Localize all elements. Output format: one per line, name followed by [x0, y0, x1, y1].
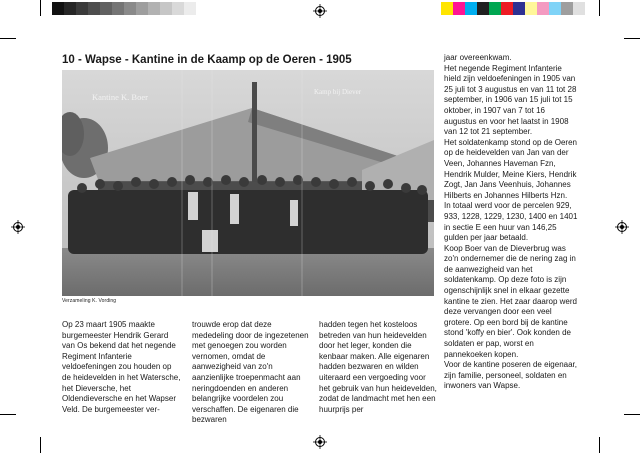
gray-swatch [124, 2, 136, 15]
gray-swatch [88, 2, 100, 15]
color-swatch [561, 2, 573, 15]
crop-mark [40, 437, 41, 453]
text-column-1: Op 23 maart 1905 maakte burgemeester Hendrik Gerard van Os bekend dat het negende Regiment Infanterie veldoefeningen zou houden op de heidevelden in het Watersche, het Dieversche, het Oldendieversche en het Wapser Veld. De burgemeester ver- [62, 320, 181, 414]
registration-mark-icon [11, 220, 25, 234]
gray-swatch [52, 2, 64, 15]
color-calibration-bar [441, 2, 585, 15]
text-column-3: hadden tegen het kosteloos betreden van hun heidevelden door het leger, konden die kenbaar maken. Alle eigenaren hadden bezwaren en wilden uiteraard een vergoeding voor het gebruik van hun heidevelden, zodat de landmacht met hen een huurprijs per [319, 320, 437, 414]
crop-mark [40, 0, 41, 16]
gray-swatch [184, 2, 196, 15]
color-swatch [537, 2, 549, 15]
gray-swatch [64, 2, 76, 15]
color-swatch [477, 2, 489, 15]
crop-mark [599, 0, 600, 16]
color-swatch [453, 2, 465, 15]
photo-sign-left: Kantine K. Boer [92, 92, 148, 102]
crop-mark [0, 414, 16, 415]
gray-swatch [136, 2, 148, 15]
historic-photo [62, 70, 434, 296]
color-swatch [513, 2, 525, 15]
color-swatch [489, 2, 501, 15]
gray-swatch [172, 2, 184, 15]
registration-mark-icon [313, 435, 327, 449]
photo-sign-right: Kamp bij Diever [314, 88, 362, 96]
gray-swatch [100, 2, 112, 15]
crop-mark [624, 414, 640, 415]
gray-swatch [160, 2, 172, 15]
crop-mark [599, 437, 600, 453]
gray-swatch [148, 2, 160, 15]
registration-mark-icon [615, 220, 629, 234]
article-title: 10 - Wapse - Kantine in de Kaamp op de Oeren - 1905 [62, 54, 352, 66]
gray-swatch [112, 2, 124, 15]
gray-swatch [76, 2, 88, 15]
text-column-4: jaar overeenkwam. Het negende Regiment Infanterie hield zijn veldoefeningen in 1905 van 25 juli tot 3 augustus en van 11 tot 28 september, in 1906 van 15 juli tot 15 oktober, in 1907 van 7 tot 16 augustus en voor het laatst in 1908 van 12 tot 21 september. Het soldatenkamp stond op de Oeren op de heidevelden van Jan van der Veen, Johannes Haveman Fzn, Hendrik Mulder, Meine Kiers, Hendrik Zogt, Jan Jans Veenhuis, Johannes Hilberts en Johannes Hilberts Hzn. In totaal werd voor de percelen 929, 933, 1228, 1229, 1230, 1400 en 1401 in sectie E een huur van 146,25 gulden per jaar betaald. Koop Boer van de Dieverbrug was zo'n ondernemer die de nering zag in de aanwezigheid van het soldatenkamp. Op deze foto is zijn ogenschijnlijk snel in elkaar gezette kantine te zien. Het zaar daarop werd deze vervangen door een veel grotere. Op een bord bij de kantine stond 'koffy en bier'. Ook konden de soldaten er pap, worst en pannekoeken kopen. Voor de kantine poseren de eigenaar, zijn familie, personeel, soldaten en inwoners van Wapse. [444, 53, 578, 391]
crop-mark [0, 38, 16, 39]
photo-caption: Verzameling K. Vording [62, 298, 117, 304]
color-swatch [549, 2, 561, 15]
photo-canvas [62, 70, 434, 296]
crop-mark [624, 38, 640, 39]
color-swatch [501, 2, 513, 15]
color-swatch [441, 2, 453, 15]
grayscale-calibration-bar [52, 2, 196, 15]
color-swatch [465, 2, 477, 15]
color-swatch [525, 2, 537, 15]
registration-mark-icon [313, 4, 327, 18]
color-swatch [573, 2, 585, 15]
text-column-2: trouwde erop dat deze mededeling door de ingezetenen met genoegen zou worden vernomen, omdat de aanwezigheid van zo'n aanzienlijke troepenmacht aan neringdoenden en anderen belangrijke voordelen zou verschaffen. De eigenaren die bezwaren [192, 320, 309, 425]
